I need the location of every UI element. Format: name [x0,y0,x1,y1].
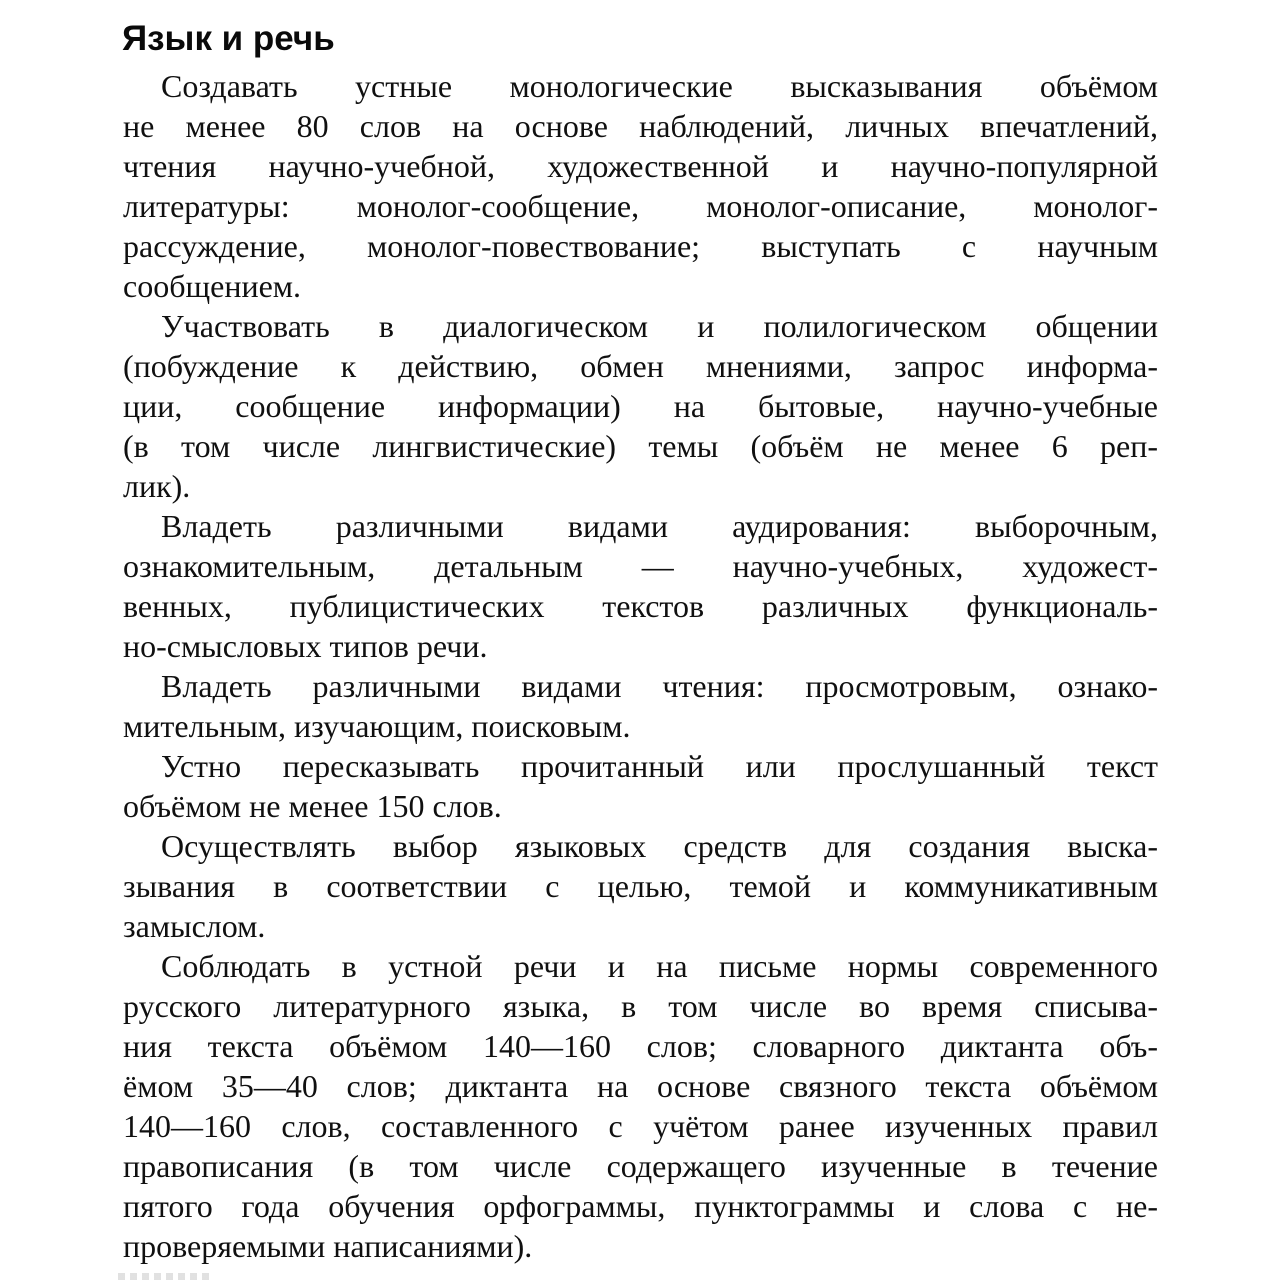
text-line: ёмом 35—40 слов; диктанта на основе связного текста объёмом [123,1068,1158,1104]
text-line: мительным, изучающим, поисковым. [123,708,631,744]
text-line: ции, сообщение информации) на бытовые, научно-учебные [123,388,1158,424]
text-line: литературы: монолог-сообщение, монолог-описание, монолог- [123,188,1158,224]
text-line: но-смысловых типов речи. [123,628,488,664]
text-line: ознакомительным, детальным — научно-учебных, художест- [123,548,1158,584]
text-line: Создавать устные монологические высказывания объёмом [161,68,1158,104]
clipped-next-line-fragment [118,1273,214,1280]
text-line: Владеть различными видами чтения: просмотровым, ознако- [161,668,1158,704]
text-line: Устно пересказывать прочитанный или прослушанный текст [161,748,1158,784]
paragraph [123,506,1158,666]
text-line: Осуществлять выбор языковых средств для создания выска- [161,828,1158,864]
paragraph [123,746,1158,826]
text-line: сообщением. [123,268,302,304]
paragraph [123,666,1158,746]
text-line: ния текста объёмом 140—160 слов; словарного диктанта объ- [123,1028,1158,1064]
text-line: (побуждение к действию, обмен мнениями, запрос информа- [123,348,1158,384]
section-heading: Язык и речь [122,19,335,58]
body-text [123,66,1158,1266]
paragraph [123,306,1158,506]
text-line: (в том числе лингвистические) темы (объём не менее 6 реп- [123,428,1158,464]
text-line: не менее 80 слов на основе наблюдений, личных впечатлений, [123,108,1158,144]
text-line: чтения научно-учебной, художественной и научно-популярной [123,148,1158,184]
text-line: замыслом. [123,908,266,944]
text-line: русского литературного языка, в том числе во время списыва- [123,988,1158,1024]
text-line: венных, публицистических текстов различных функциональ- [123,588,1158,624]
text-line: Владеть различными видами аудирования: выборочным, [161,508,1158,544]
paragraph [123,826,1158,946]
paragraph [123,66,1158,306]
text-line: правописания (в том числе содержащего изученные в течение [123,1148,1158,1184]
text-line: пятого года обучения орфограммы, пунктограммы и слова с не- [123,1188,1158,1224]
paragraph [123,946,1158,1266]
text-line: зывания в соответствии с целью, темой и коммуникативным [123,868,1158,904]
text-line: проверяемыми написаниями). [123,1228,533,1264]
text-line: Участвовать в диалогическом и полилогическом общении [161,308,1158,344]
text-line: Соблюдать в устной речи и на письме нормы современного [161,948,1158,984]
text-line: 140—160 слов, составленного с учётом ранее изученных правил [123,1108,1158,1144]
text-line: рассуждение, монолог-повествование; выступать с научным [123,228,1158,264]
text-line: лик). [123,468,191,504]
text-line: объёмом не менее 150 слов. [123,788,502,824]
